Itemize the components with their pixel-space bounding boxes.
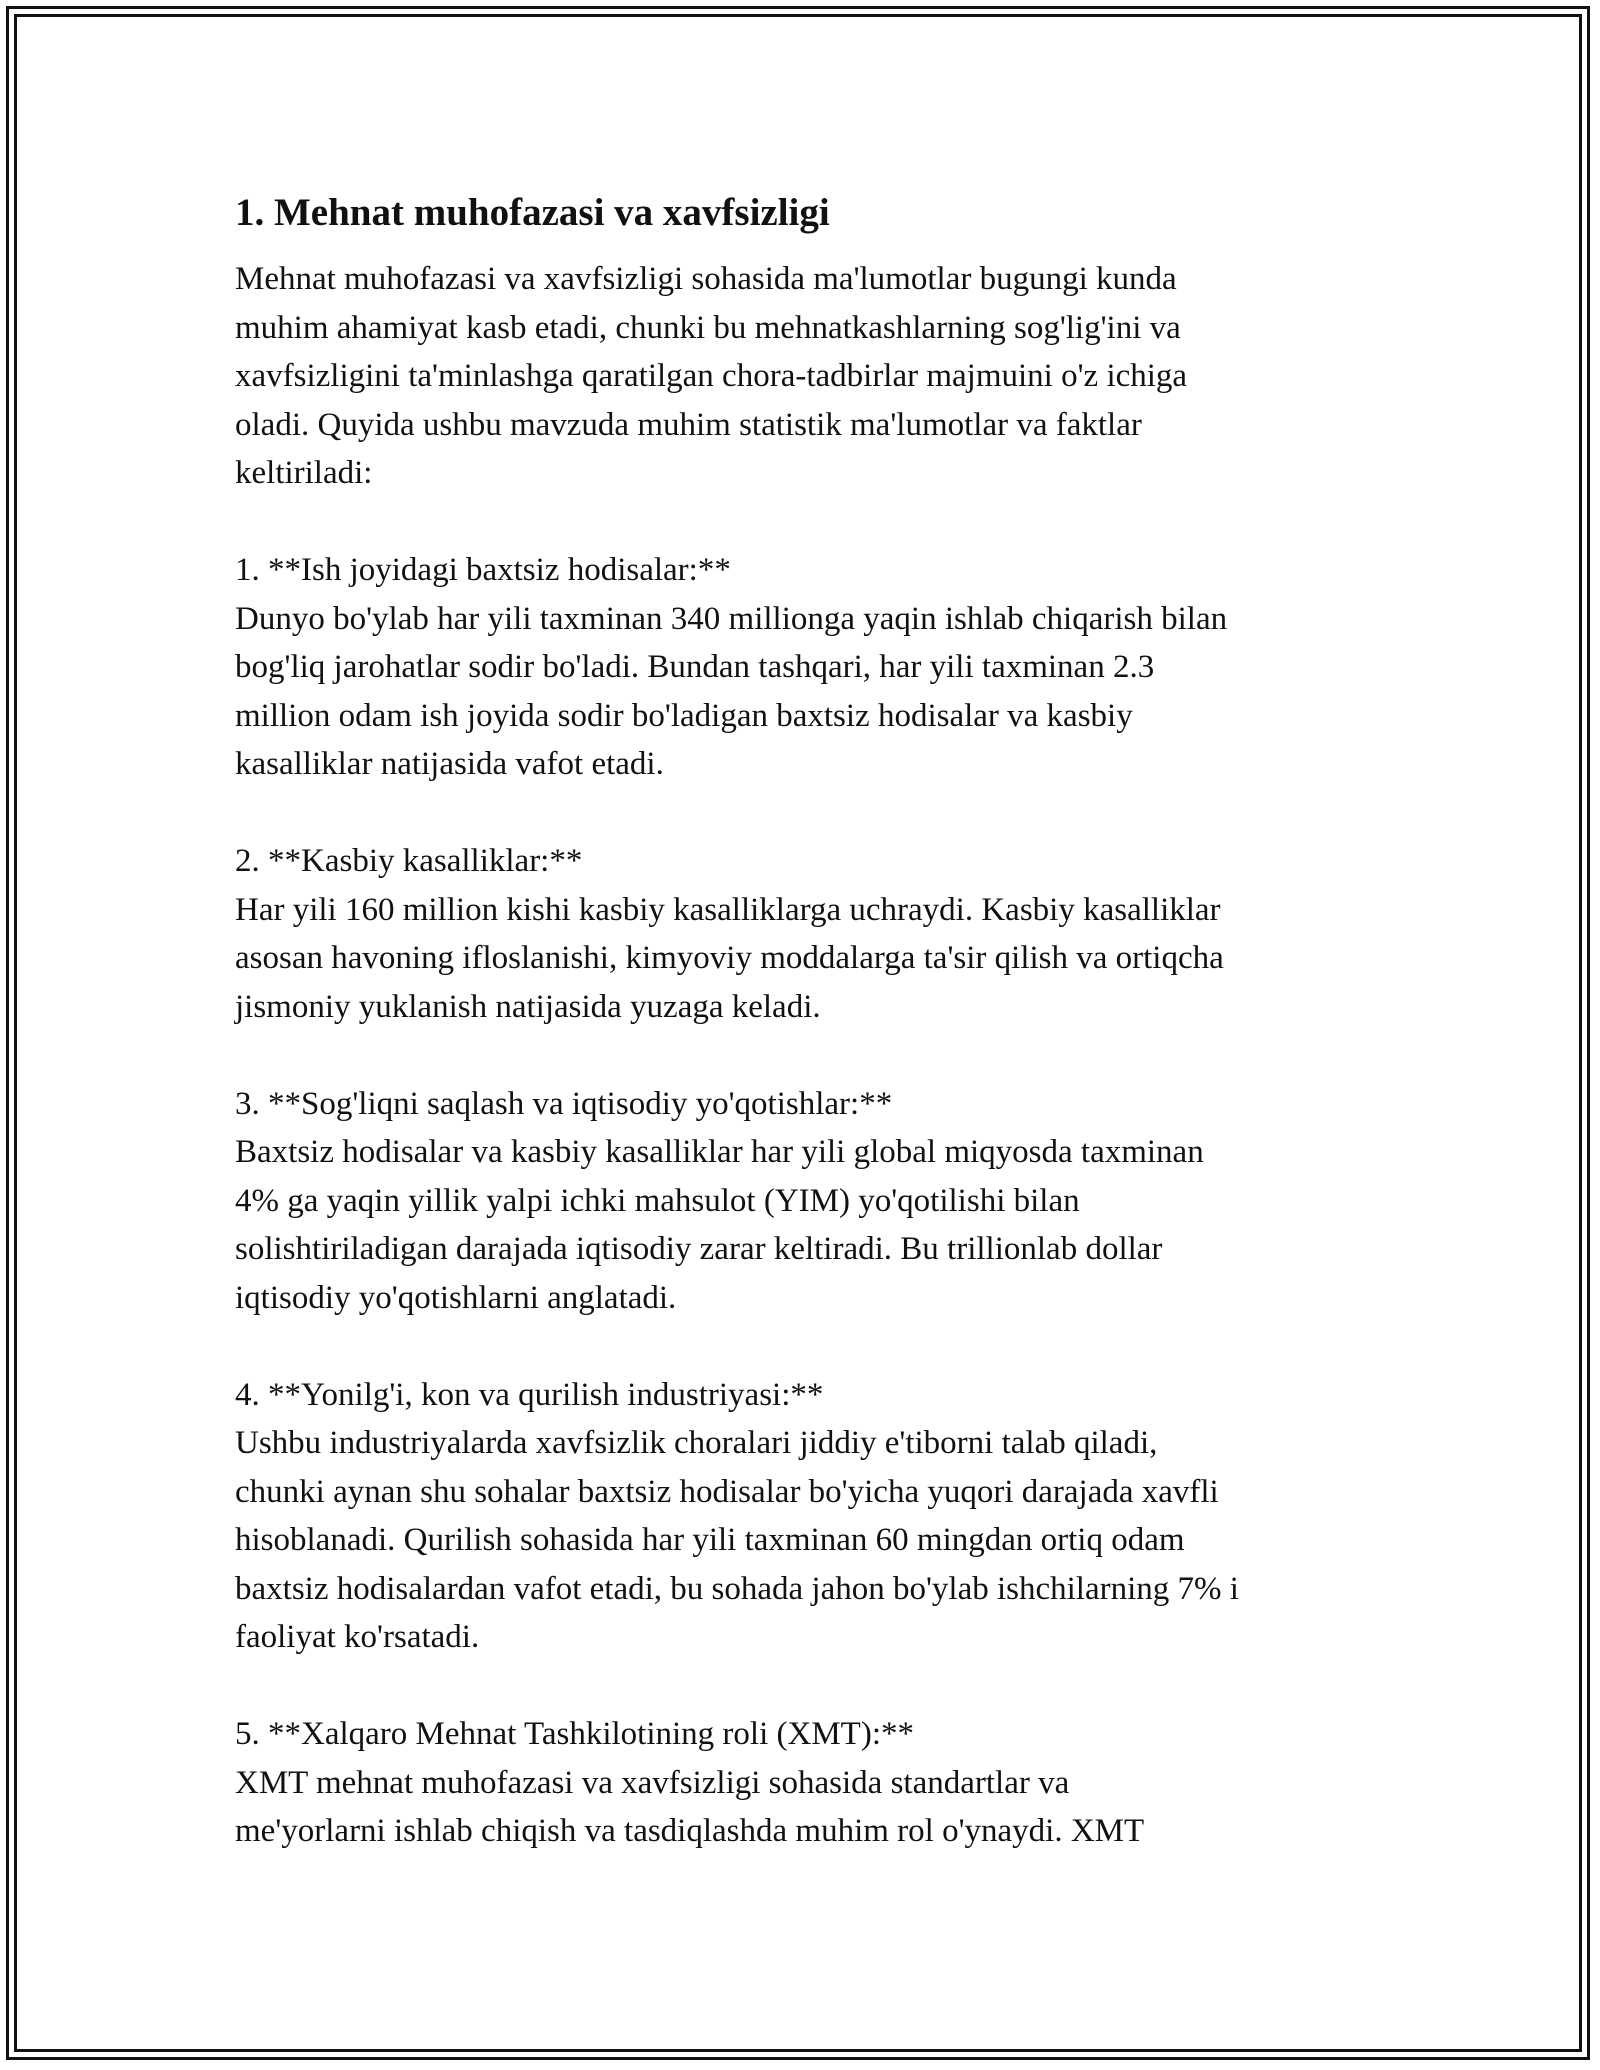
- list-item: [235, 1080, 1385, 1323]
- list-item: [235, 1710, 1385, 1856]
- spacer: [235, 1322, 1385, 1371]
- list-item: [235, 837, 1385, 1031]
- intro-paragraph: Mehnat muhofazasi va xavfsizligi sohasida ma'lumotlar bugungi kunda muhim ahamiyat kasb etadi, chunki bu mehnatkashlarning sog'lig'ini va xavfsizligini ta'minlashga qaratilgan chora-tadbirlar majmuini o'z ichiga oladi. Quyida ushbu mavzuda muhim statistik ma'lumotlar va faktlar keltiriladi:: [235, 261, 1188, 491]
- list-item-title: 3. **Sog'liqni saqlash va iqtisodiy yo'qotishlar:**: [235, 1085, 893, 1122]
- list-item-body: Baxtsiz hodisalar va kasbiy kasalliklar har yili global miqyosda taxminan 4% ga yaqin yillik yalpi ichki mahsulot (YIM) yo'qotilishi bilan solishtiriladigan darajada iqtisodiy zarar keltiradi. Bu trillionlab dollar iqtisodiy yo'qotishlarni anglatadi.: [235, 1134, 1204, 1316]
- spacer: [235, 498, 1385, 547]
- list-item: [235, 546, 1385, 789]
- list-item-title: 2. **Kasbiy kasalliklar:**: [235, 843, 583, 879]
- spacer: [235, 789, 1385, 838]
- list-item-title: 5. **Xalqaro Mehnat Tashkilotining roli (XMT):**: [235, 1716, 914, 1752]
- list-item-body: Ushbu industriyalarda xavfsizlik choralari jiddiy e'tiborni talab qiladi, chunki aynan shu sohalar baxtsiz hodisalar bo'yicha yuqori darajada xavfli hisoblanadi. Qurilish sohasida har yili taxminan 60 mingdan ortiq odam baxtsiz hodisalardan vafot etadi, bu sohada jahon bo'ylab ishchilarning 7% i faoliyat ko'rsatadi.: [235, 1425, 1239, 1655]
- list-item-title: 1. **Ish joyidagi baxtsiz hodisalar:**: [235, 552, 731, 588]
- document-body: [235, 185, 1385, 1856]
- list-item-title: 4. **Yonilg'i, kon va qurilish industriyasi:**: [235, 1376, 824, 1413]
- list-item-body: XMT mehnat muhofazasi va xavfsizligi sohasida standartlar va me'yorlarni ishlab chiqish va tasdiqlashda muhim rol o'ynaydi. XMT: [235, 1764, 1145, 1849]
- list-item-body: Har yili 160 million kishi kasbiy kasalliklarga uchraydi. Kasbiy kasalliklar asosan havoning ifloslanishi, kimyoviy moddalarga ta'sir qilish va ortiqcha jismoniy yuklanish natijasida yuzaga keladi.: [235, 891, 1224, 1025]
- section-heading: 1. Mehnat muhofazasi va xavfsizligi: [235, 191, 830, 234]
- spacer: [235, 1031, 1385, 1080]
- spacer: [235, 1662, 1385, 1711]
- list-item-body: Dunyo bo'ylab har yili taxminan 340 millionga yaqin ishlab chiqarish bilan bog'liq jarohatlar sodir bo'ladi. Bundan tashqari, har yili taxminan 2.3 million odam ish joyida sodir bo'ladigan baxtsiz hodisalar va kasbiy kasalliklar natijasida vafot etadi.: [235, 600, 1228, 782]
- list-item: [235, 1371, 1385, 1662]
